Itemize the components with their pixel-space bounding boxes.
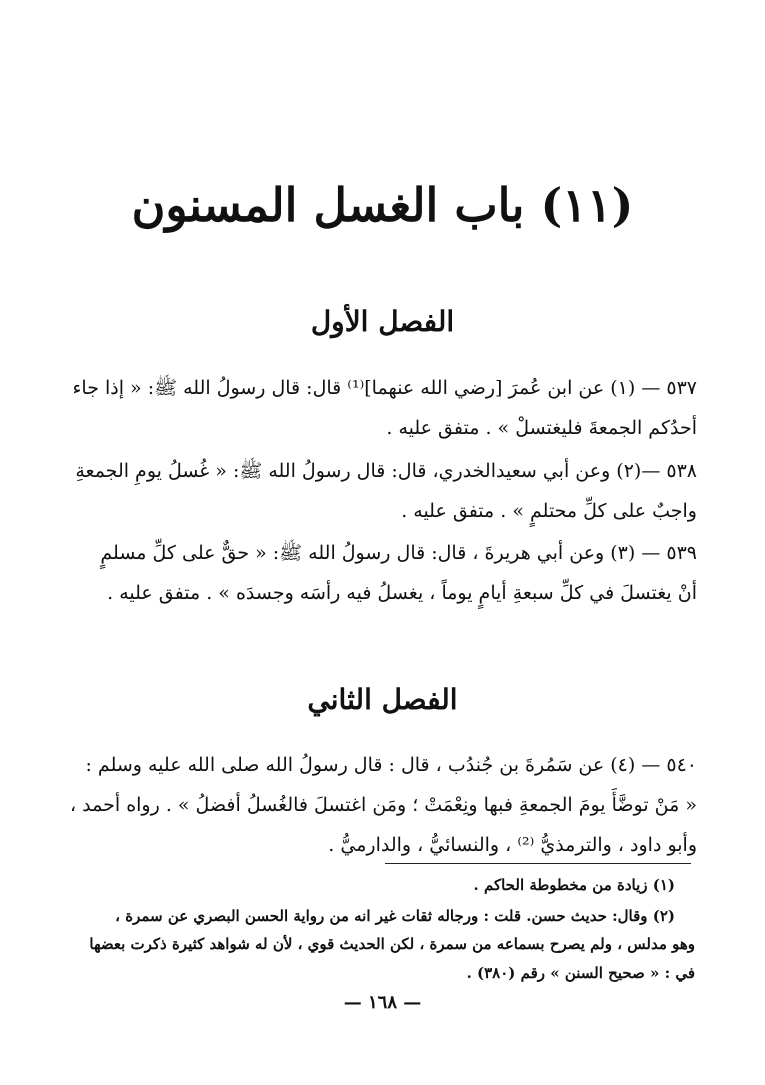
hadith-line: ٥٤٠ — (٤) عن سَمُرةَ بن جُندُب ، قال : قال رسولُ الله صلى الله عليه وسلم :: [85, 754, 697, 776]
section-title-first: الفصل الأول: [310, 305, 455, 338]
footnote-divider: [385, 863, 691, 864]
chapter-title: (١١) باب الغسل المسنون: [131, 178, 634, 232]
hadith-line: واجبٌ على كلِّ محتلمٍ » . متفق عليه .: [401, 500, 697, 522]
hadith-line: أحدُكم الجمعةَ فليغتسلْ » . متفق عليه .: [386, 417, 697, 439]
page-number: — ١٦٨ —: [343, 992, 422, 1013]
hadith-line: « مَنْ توضَّأَ يومَ الجمعةِ فبها ونِعْمَتْ ؛ ومَن اغتسلَ فالغُسلُ أفضلُ » . رواه أحمد ،: [70, 794, 697, 816]
footnote-1: (١) زيادة من مخطوطة الحاكم .: [473, 876, 675, 894]
hadith-line: أنْ يغتسلَ في كلِّ سبعةِ أيامٍ يوماً ، يغسلُ فيه رأسَه وجسدَه » . متفق عليه .: [107, 582, 697, 604]
hadith-line: ٥٣٧ — (١) عن ابن عُمرَ [رضي الله عنهما]⁽¹⁾ قال: قال رسولُ الله ﷺ: « إذا جاء: [72, 377, 697, 399]
hadith-line: ٥٣٩ — (٣) وعن أبي هريرةَ ، قال: قال رسولُ الله ﷺ: « حقٌّ على كلِّ مسلمٍ: [100, 542, 697, 564]
footnote-2-line: (٢) وقال: حديث حسن. قلت : ورجاله ثقات غير انه من رواية الحسن البصري عن سمرة ،: [115, 907, 675, 925]
section-title-second: الفصل الثاني: [307, 683, 458, 716]
hadith-line: وأبو داود ، والترمذيُّ ⁽²⁾ ، والنسائيُّ ، والدارميُّ .: [328, 834, 697, 856]
footnote-2-line: وهو مدلس ، ولم يصرح بسماعه من سمرة ، لكن الحديث قوي ، لأن له شواهد كثيرة ذكرت بعضها: [89, 935, 695, 953]
hadith-line: ٥٣٨ —(٢) وعن أبي سعيدالخدري، قال: قال رسولُ الله ﷺ: « غُسلُ يومِ الجمعةِ: [75, 460, 697, 482]
footnote-2-line: في : « صحيح السنن » رقم (٣٨٠) .: [466, 964, 695, 982]
